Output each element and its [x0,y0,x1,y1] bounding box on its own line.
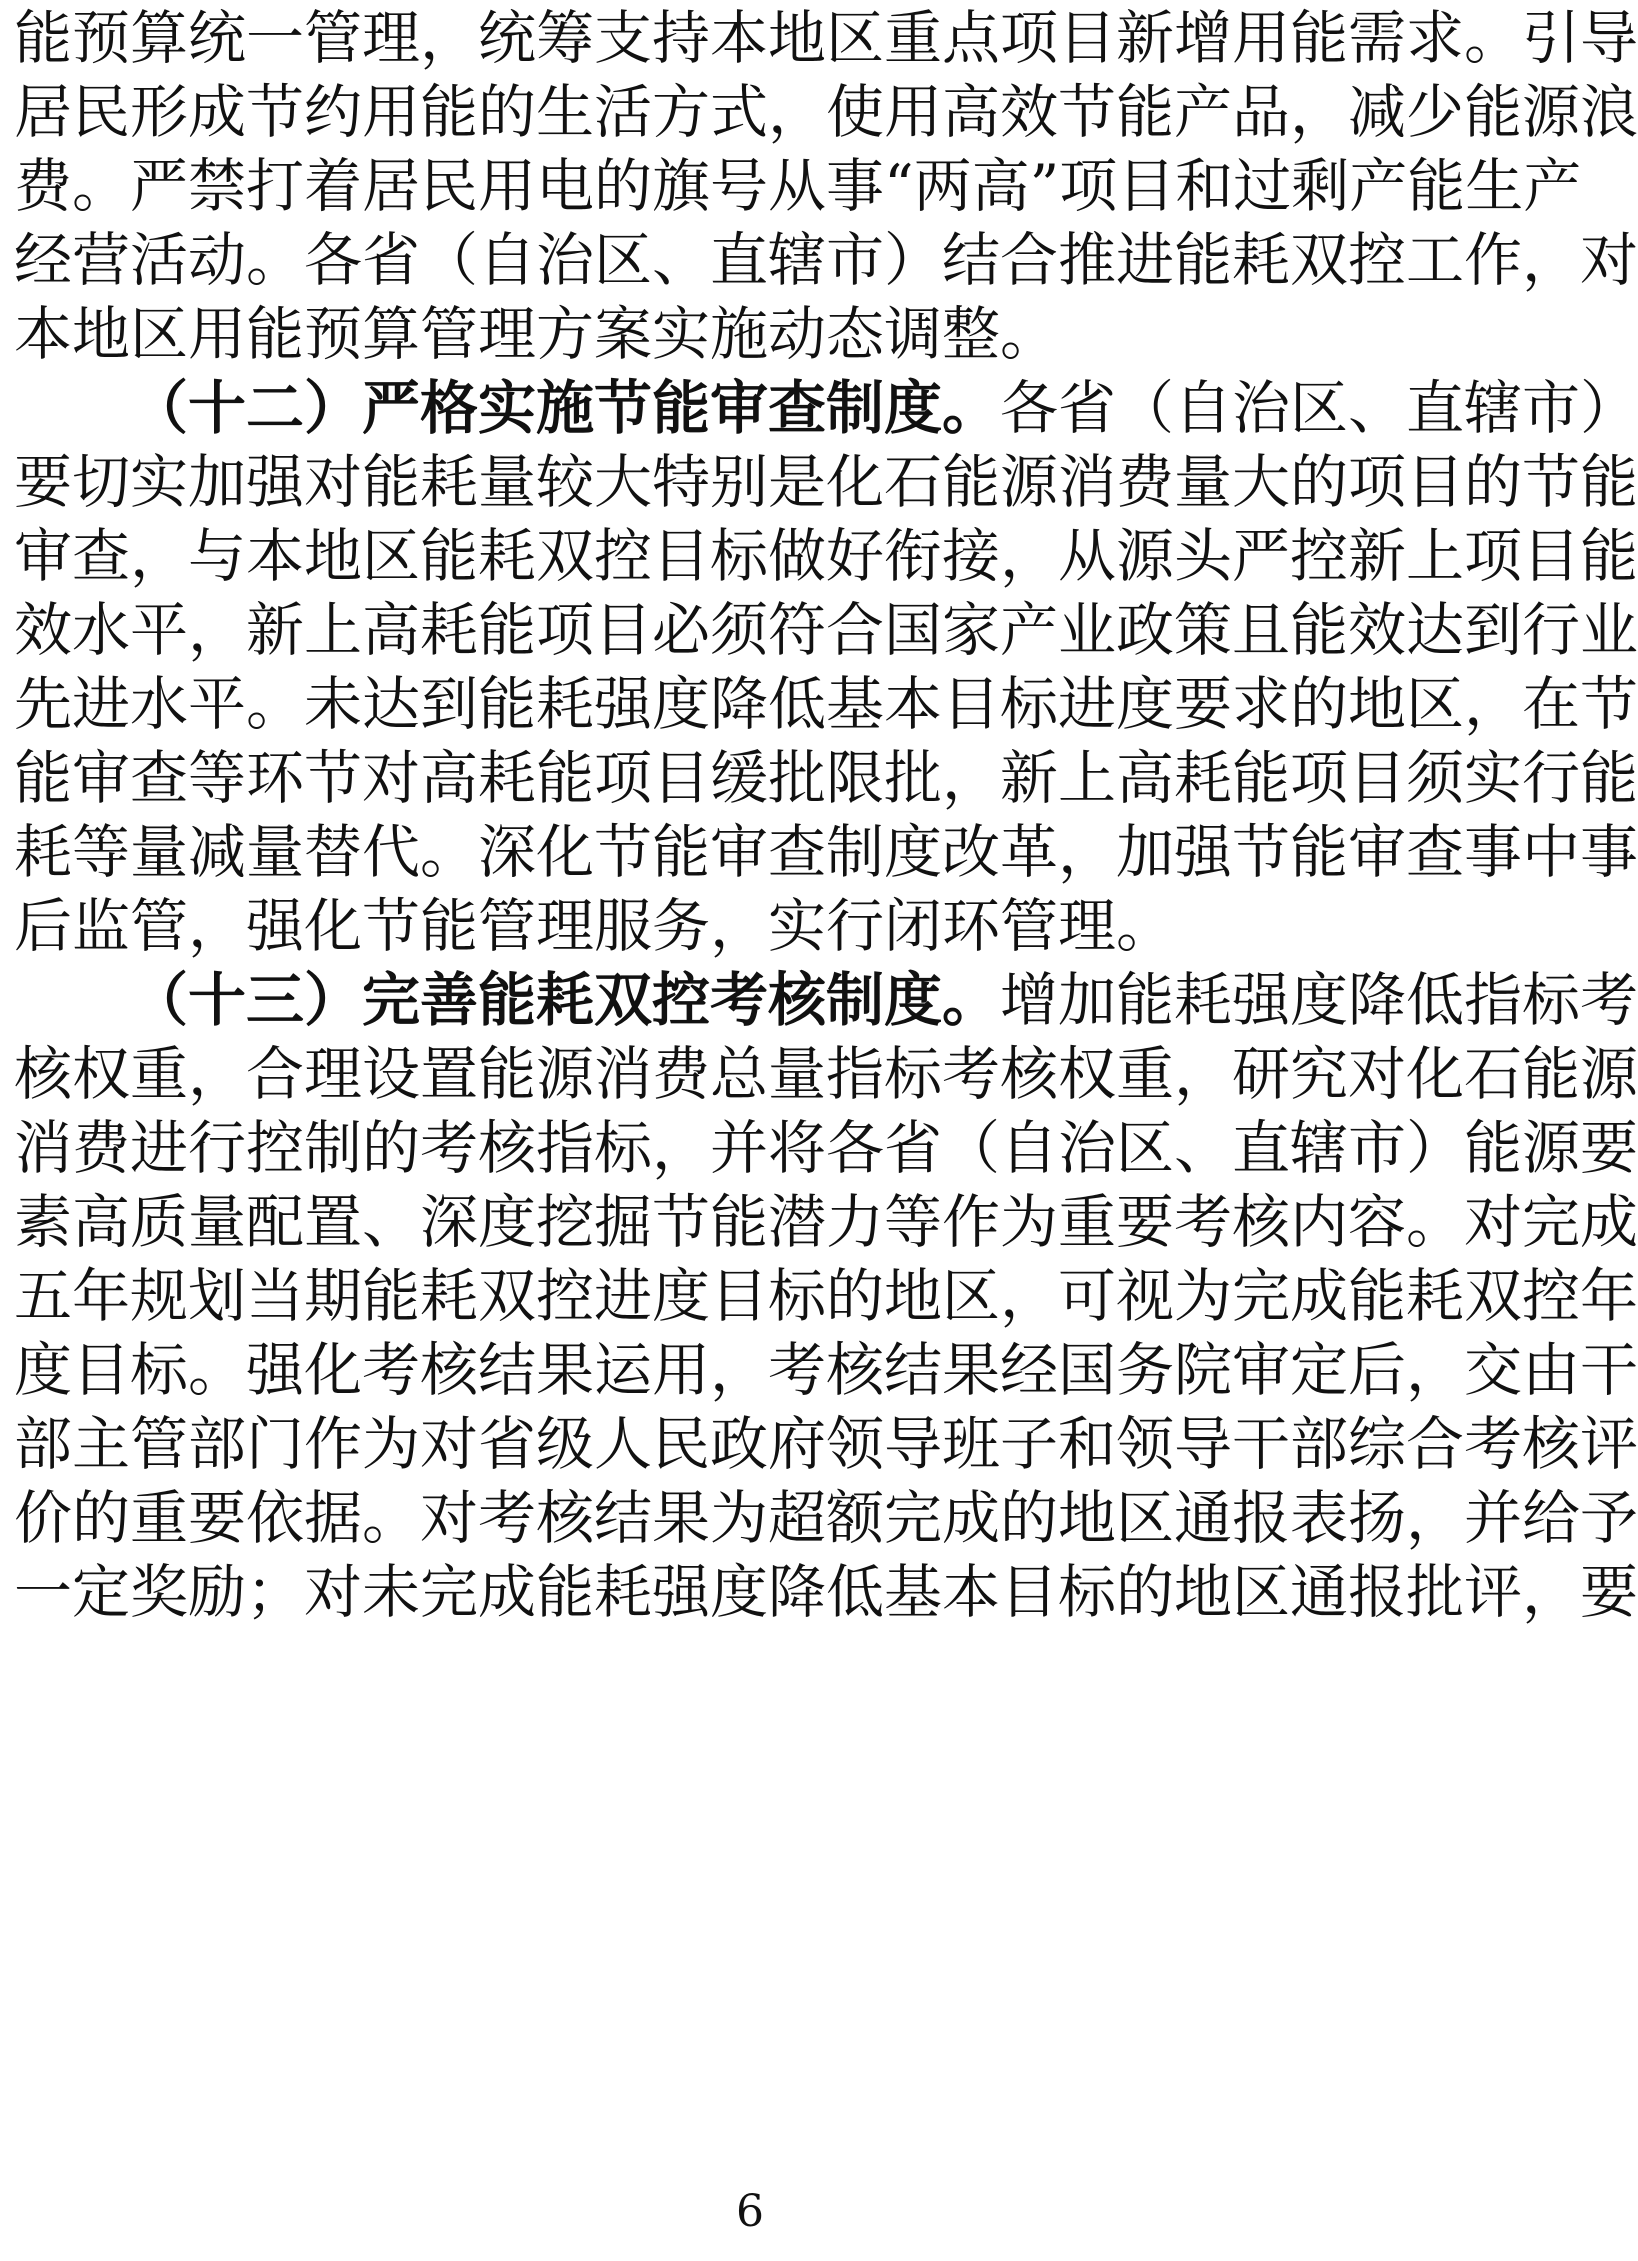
body-text-line: 核权重，合理设置能源消费总量指标考核权重，研究对化石能源 [14,1040,1638,1108]
body-text-line: 消费进行控制的考核指标，并将各省（自治区、直辖市）能源要 [14,1114,1638,1182]
body-text-line: 能审查等环节对高耗能项目缓批限批，新上高耗能项目须实行能 [14,744,1638,812]
body-text-line: 五年规划当期能耗双控进度目标的地区，可视为完成能耗双控年 [14,1262,1638,1330]
body-text-line: 度目标。强化考核结果运用，考核结果经国务院审定后，交由干 [14,1336,1638,1404]
body-text-line: 后监管，强化节能管理服务，实行闭环管理。 [14,892,1175,960]
body-text-line: 要切实加强对能耗量较大特别是化石能源消费量大的项目的节能 [14,448,1638,516]
body-text-line: 经营活动。各省（自治区、直辖市）结合推进能耗双控工作，对 [14,226,1638,294]
body-text-line: 素高质量配置、深度挖掘节能潜力等作为重要考核内容。对完成 [14,1188,1638,1256]
section-13-heading: （十三）完善能耗双控考核制度。 [130,966,1001,1034]
body-text-line: 本地区用能预算管理方案实施动态调整。 [14,300,1059,368]
section-13-first-line-text: 增加能耗强度降低指标考 [1000,966,1638,1034]
body-text-line: 部主管部门作为对省级人民政府领导班子和领导干部综合考核评 [14,1410,1638,1478]
body-text-line: 先进水平。未达到能耗强度降低基本目标进度要求的地区，在节 [14,670,1638,738]
section-12-heading: （十二）严格实施节能审查制度。 [130,374,1001,442]
body-text-line: 一定奖励；对未完成能耗强度降低基本目标的地区通报批评，要 [14,1558,1638,1626]
body-text-line: 费。严禁打着居民用电的旗号从事“两高”项目和过剩产能生产 [14,152,1582,220]
page-number: 6 [736,2186,764,2237]
body-text-line: 能预算统一管理，统筹支持本地区重点项目新增用能需求。引导 [14,4,1638,72]
body-text-line: 价的重要依据。对考核结果为超额完成的地区通报表扬，并给予 [14,1484,1638,1552]
body-text-line: 耗等量减量替代。深化节能审查制度改革，加强节能审查事中事 [14,818,1638,886]
body-text-line: 居民形成节约用能的生活方式，使用高效节能产品，减少能源浪 [14,78,1638,146]
section-12-first-line-text: 各省（自治区、直辖市） [1000,374,1638,442]
body-text-line: 审查，与本地区能耗双控目标做好衔接，从源头严控新上项目能 [14,522,1638,590]
body-text-line: 效水平，新上高耗能项目必须符合国家产业政策且能效达到行业 [14,596,1638,664]
